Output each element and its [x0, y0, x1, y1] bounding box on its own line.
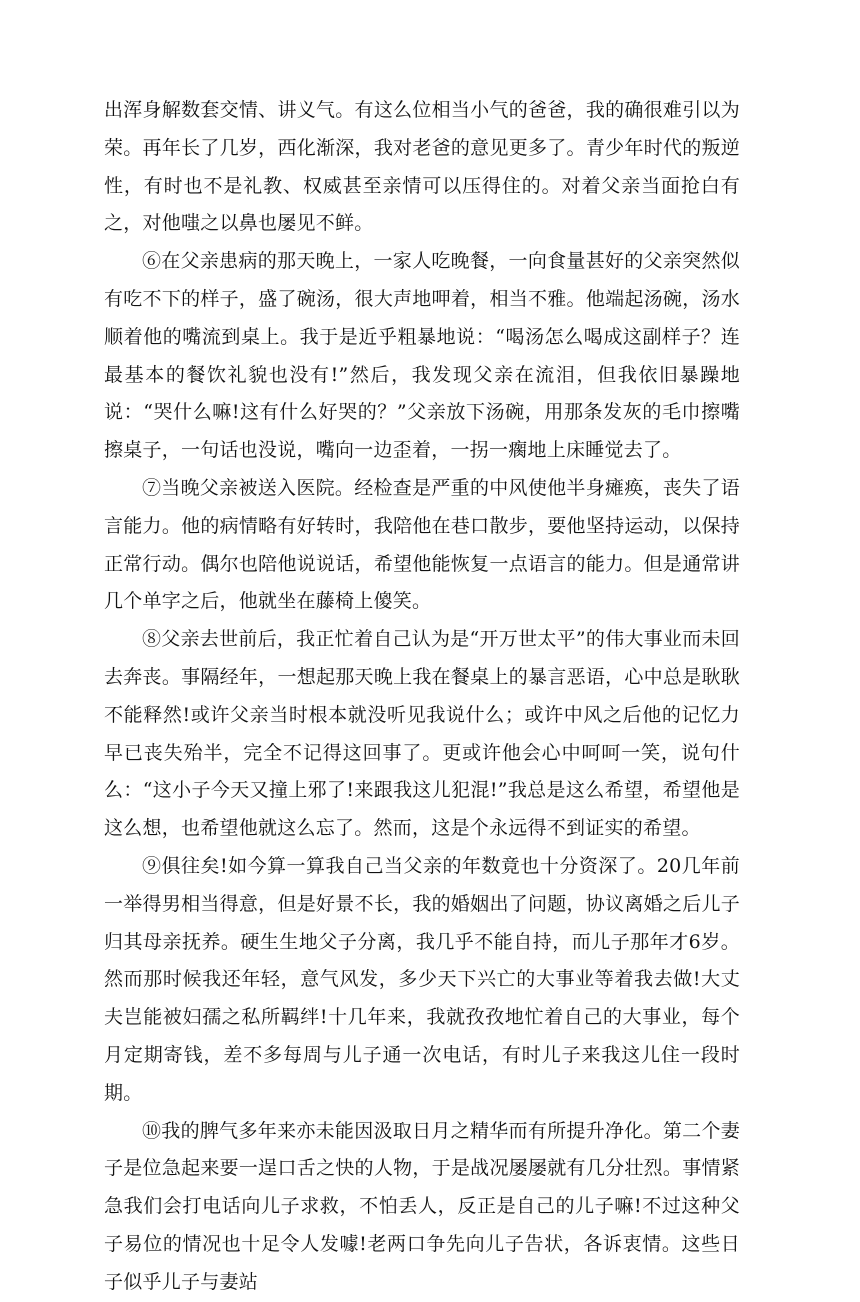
paragraph-9: ⑨俱往矣!如今算一算我自己当父亲的年数竟也十分资深了。20几年前一举得男相当得意，但是好景不长，我的婚姻出了问题，协议离婚之后儿子归其母亲抚养。硬生生地父子分离，我几乎不能自持，而儿子那年才6岁。然而那时候我还年轻，意气风发，多少天下兴亡的大事业等着我去做!大丈夫岂能被妇孺之私所羁绊!十几年来，我就孜孜地忙着自己的大事业，每个月定期寄钱，差不多每周与儿子通一次电话，有时儿子来我这儿住一段时期。 — [104, 854, 740, 1104]
paragraph-6: ⑥在父亲患病的那天晚上，一家人吃晚餐，一向食量甚好的父亲突然似有吃不下的样子，盛了碗汤，很大声地呷着，相当不雅。他端起汤碗，汤水顺着他的嘴流到桌上。我于是近乎粗暴地说：“喝汤怎么喝成这副样子？连最基本的餐饮礼貌也没有!”然后，我发现父亲在流泪，但我依旧暴躁地说：“哭什么嘛!这有什么好哭的？”父亲放下汤碗，用那条发灰的毛巾擦嘴擦桌子，一句话也没说，嘴向一边歪着，一拐一瘸地上床睡觉去了。 — [104, 250, 740, 462]
article-body — [104, 92, 740, 1302]
paragraph-continued: 出浑身解数套交情、讲义气。有这么位相当小气的爸爸，我的确很难引以为荣。再年长了几岁，西化渐深，我对老爸的意见更多了。青少年时代的叛逆性，有时也不是礼教、权威甚至亲情可以压得住的。对着父亲当面抢白有之，对他嗤之以鼻也屡见不鲜。 — [104, 99, 740, 235]
paragraph-7: ⑦当晚父亲被送入医院。经检查是严重的中风使他半身瘫痪，丧失了语言能力。他的病情略有好转时，我陪他在巷口散步，要他坚持运动，以保持正常行动。偶尔也陪他说说话，希望他能恢复一点语言的能力。但是通常讲几个单字之后，他就坐在藤椅上傻笑。 — [104, 476, 740, 613]
paragraph-10: ⑩我的脾气多年来亦未能因汲取日月之精华而有所提升净化。第二个妻子是位急起来要一逞口舌之快的人物，于是战况屡屡就有几分壮烈。事情紧急我们会打电话向儿子求救，不怕丢人，反正是自己的儿子嘛!不过这种父子易位的情况也十足令人发噱!老两口争先向儿子告状，各诉衷情。这些日子似乎儿子与妻站 — [104, 1119, 740, 1293]
paragraph-8: ⑧父亲去世前后，我正忙着自己认为是“开万世太平”的伟大事业而未回去奔丧。事隔经年，一想起那天晚上我在餐桌上的暴言恶语，心中总是耿耿不能释然!或许父亲当时根本就没听见我说什么；或许中风之后他的记忆力早已丧失殆半，完全不记得这回事了。更或许他会心中呵呵一笑，说句什么：“这小子今天又撞上邪了!来跟我这儿犯混!”我总是这么希望，希望他是这么想，也希望他就这么忘了。然而，这是个永远得不到证实的希望。 — [104, 628, 740, 840]
